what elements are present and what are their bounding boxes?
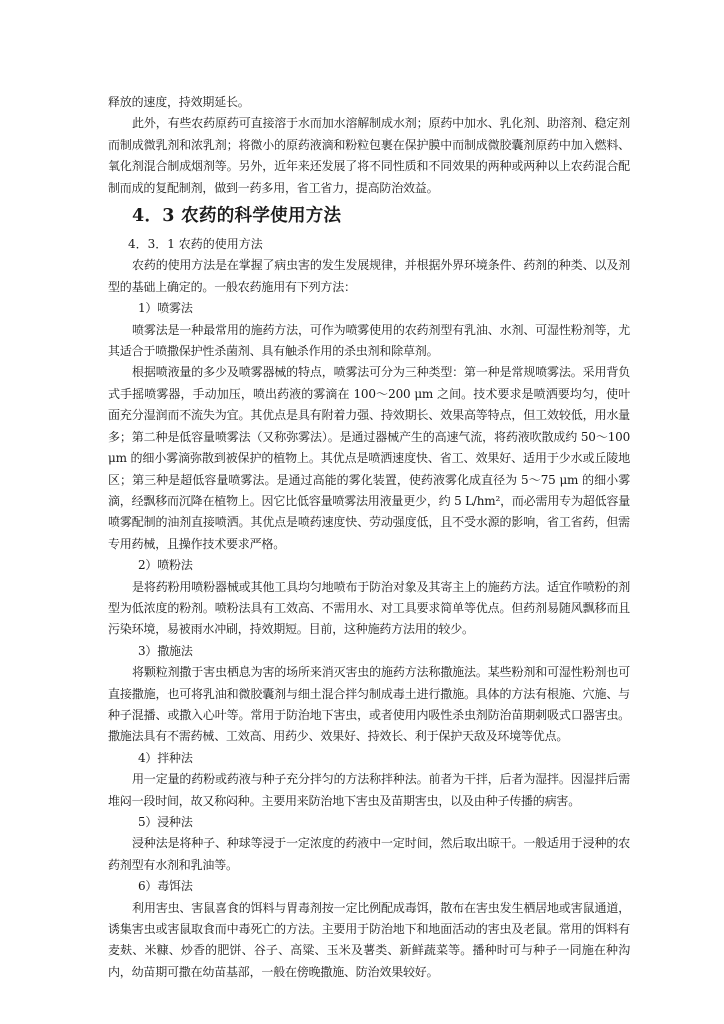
method-title: 2）喷粉法	[138, 558, 193, 573]
method-title: 5）浸种法	[138, 815, 193, 829]
paragraph: 释放的速度，持效期延长。	[108, 95, 250, 109]
paragraph: 根据喷液量的多少及喷雾器械的特点，喷雾法可分为三种类型：第一种是常规喷雾法。采用背负式手摇喷雾器，手动加压，喷出药液的雾滴在 100～200 μm 之间。技术要求是喷洒要均匀，使叶面充分湿润而不流失为宜。其优点是具有附着力强、持效期长、效果高等特点，但工效较低，用水量多；第二种是低容量喷雾法（又称弥雾法）。是通过器械产生的高速气流，将药液吹散成约 50～100 μm 的细小雾滴弥散到被保护的植物上。其优点是喷洒速度快、省工、效果好、适用于少水或丘陵地区；第三种是超低容量喷雾法。是通过高能的雾化装置，使药液雾化成直径为 5～75 μm 的细小雾滴，经飘移而沉降在植物上。因它比低容量喷雾法用液量更少，约 5 L/hm²，而必需用专为超低容量喷雾配制的油剂直接喷洒。其优点是喷药速度快、劳动强度低，且不受水源的影响，省工省药，但需专用药械，且操作技术要求严格。	[108, 365, 630, 551]
section-heading: 4．3 农药的科学使用方法	[132, 206, 342, 227]
method-title: 3）撒施法	[138, 643, 193, 658]
paragraph: 喷雾法是一种最常用的施药方法，可作为喷雾使用的农药剂型有乳油、水剂、可湿性粉剂等，尤其适合于喷撒保护性杀菌剂、具有触杀作用的杀虫剂和除草剂。	[108, 322, 630, 359]
paragraph: 农药的使用方法是在掌握了病虫害的发生发展规律，并根据外界环境条件、药剂的种类、以及剂型的基础上确定的。一般农药施用有下列方法：	[108, 258, 630, 294]
document-body	[108, 92, 630, 983]
method-title: 6）毒饵法	[138, 879, 193, 894]
paragraph: 浸种法是将种子、种球等浸于一定浓度的药液中一定时间，然后取出晾干。一般适用于浸种的农药剂型有水剂和乳油等。	[108, 836, 630, 872]
paragraph: 此外，有些农药原药可直接溶于水而加水溶解制成水剂；原药中加水、乳化剂、助溶剂、稳定剂而制成微乳剂和浓乳剂；将微小的原药液滴和粉粒包裹在保护膜中而制成微胶囊剂原药中加入燃料、氧化剂混合制成烟剂等。另外，近年来还发展了将不同性质和不同效果的两种或两种以上农药混合配制而成的复配制剂，做到一药多用，省工省力，提高防治效益。	[108, 116, 630, 195]
paragraph: 将颗粒剂撒于害虫栖息为害的场所来消灭害虫的施药方法称撒施法。某些粉剂和可湿性粉剂也可直接撒施，也可将乳油和微胶囊剂与细土混合拌匀制成毒土进行撒施。具体的方法有根施、穴施、与种子混播、或撒入心叶等。常用于防治地下害虫，或者使用内吸性杀虫剂防治苗期刺吸式口器害虫。撒施法具有不需药械、工效高、用药少、效果好、持效长、利于保护天敌及环境等优点。	[108, 665, 630, 744]
paragraph: 用一定量的药粉或药液与种子充分拌匀的方法称拌种法。前者为干拌，后者为湿拌。因湿拌后需堆闷一段时间，故又称闷种。主要用来防治地下害虫及苗期害虫，以及由种子传播的病害。	[108, 772, 630, 808]
paragraph: 是将药粉用喷粉器械或其他工具均匀地喷布于防治对象及其寄主上的施药方法。适宜作喷粉的剂型为低浓度的粉剂。喷粉法具有工效高、不需用水、对工具要求简单等优点。但药剂易随风飘移而且污染环境，易被雨水冲刷，持效期短。目前，这种施药方法用的较少。	[108, 579, 630, 637]
paragraph: 利用害虫、害鼠喜食的饵料与胃毒剂按一定比例配成毒饵，散布在害虫发生栖居地或害鼠通道，诱集害虫或害鼠取食而中毒死亡的方法。主要用于防治地下和地面活动的害虫及老鼠。常用的饵料有麦麸、米糠、炒香的肥饼、谷子、高粱、玉米及薯类、新鲜蔬菜等。播种时可与种子一同施在种沟内，幼苗期可撒在幼苗基部，一般在傍晚撒施、防治效果较好。	[108, 900, 630, 979]
method-title: 1）喷雾法	[138, 301, 193, 316]
subsection-heading: 4．3．1 农药的使用方法	[128, 237, 263, 252]
method-title: 4）拌种法	[138, 750, 193, 765]
